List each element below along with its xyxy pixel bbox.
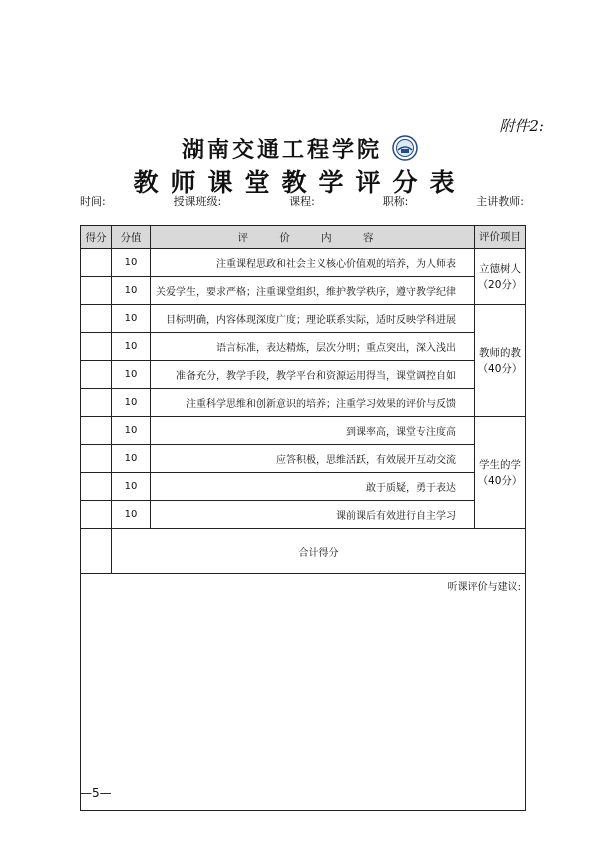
value-cell: 10 <box>112 473 151 501</box>
comment-cell[interactable] <box>81 574 526 811</box>
table-row <box>81 249 526 277</box>
content-cell: 关爱学生，要求严格；注重课堂组织，维护教学秩序，遵守教学纪律 <box>151 277 475 305</box>
table-row <box>81 305 526 333</box>
score-cell[interactable] <box>81 389 112 417</box>
content-cell: 到课率高，课堂专注度高 <box>151 417 475 445</box>
content-cell: 注重科学思维和创新意识的培养；注重学习效果的评价与反馈 <box>151 389 475 417</box>
info-row <box>80 193 524 211</box>
course-field: 课程: <box>289 195 315 208</box>
lecturer-field: 主讲教师: <box>476 195 524 208</box>
score-cell[interactable] <box>81 333 112 361</box>
class-field: 授课班级: <box>173 195 222 208</box>
form-title: 教师课堂教学评分表 <box>133 168 467 197</box>
total-label: 合计得分 <box>112 529 526 574</box>
table-row <box>81 333 526 361</box>
school-seal-icon <box>392 135 418 161</box>
content-cell: 目标明确，内容体现深度广度；理论联系实际，适时反映学科进展 <box>151 305 475 333</box>
total-score-cell[interactable] <box>81 529 112 574</box>
score-cell[interactable] <box>81 277 112 305</box>
content-cell: 敢于质疑，勇于表达 <box>151 473 475 501</box>
score-cell[interactable] <box>81 361 112 389</box>
table-row <box>81 501 526 529</box>
value-cell: 10 <box>112 417 151 445</box>
header-content: 评 价 内 容 <box>151 226 475 249</box>
title-rank-field: 职称: <box>382 195 409 208</box>
table-row <box>81 277 526 305</box>
table-row <box>81 417 526 445</box>
content-cell: 注重课程思政和社会主义核心价值观的培养，为人师表 <box>151 249 475 277</box>
comment-label: 听课评价与建议: <box>447 582 521 593</box>
total-row <box>81 529 526 574</box>
score-cell[interactable] <box>81 473 112 501</box>
value-cell: 10 <box>112 333 151 361</box>
table-row <box>81 473 526 501</box>
content-cell: 课前课后有效进行自主学习 <box>151 501 475 529</box>
score-cell[interactable] <box>81 445 112 473</box>
score-cell[interactable] <box>81 501 112 529</box>
value-cell: 10 <box>112 361 151 389</box>
value-cell: 10 <box>112 445 151 473</box>
comment-row <box>81 574 526 811</box>
table-row <box>81 445 526 473</box>
content-cell: 语言标准，表达精炼，层次分明；重点突出，深入浅出 <box>151 333 475 361</box>
content-cell: 应答积极，思维活跃，有效展开互动交流 <box>151 445 475 473</box>
page-number: —5— <box>80 786 112 800</box>
value-cell: 10 <box>112 389 151 417</box>
value-cell: 10 <box>112 305 151 333</box>
header-item: 评价项目 <box>475 226 526 249</box>
item-cell-teaching: 教师的教（40分） <box>475 305 526 417</box>
evaluation-table <box>80 225 526 811</box>
table-row <box>81 361 526 389</box>
item-cell-learning: 学生的学（40分） <box>475 417 526 529</box>
value-cell: 10 <box>112 277 151 305</box>
item-cell-lide: 立德树人（20分） <box>475 249 526 305</box>
attachment-label: 附件2: <box>499 117 544 135</box>
content-cell: 准备充分，教学手段，教学平台和资源运用得当，课堂调控自如 <box>151 361 475 389</box>
score-cell[interactable] <box>81 249 112 277</box>
score-cell[interactable] <box>81 417 112 445</box>
value-cell: 10 <box>112 501 151 529</box>
time-field: 时间: <box>80 195 106 208</box>
table-header-row <box>81 226 526 249</box>
school-header <box>0 131 600 165</box>
school-name: 湖南交通工程学院 <box>181 136 382 163</box>
header-value: 分值 <box>112 226 151 249</box>
score-cell[interactable] <box>81 305 112 333</box>
value-cell: 10 <box>112 249 151 277</box>
table-row <box>81 389 526 417</box>
header-score: 得分 <box>81 226 112 249</box>
